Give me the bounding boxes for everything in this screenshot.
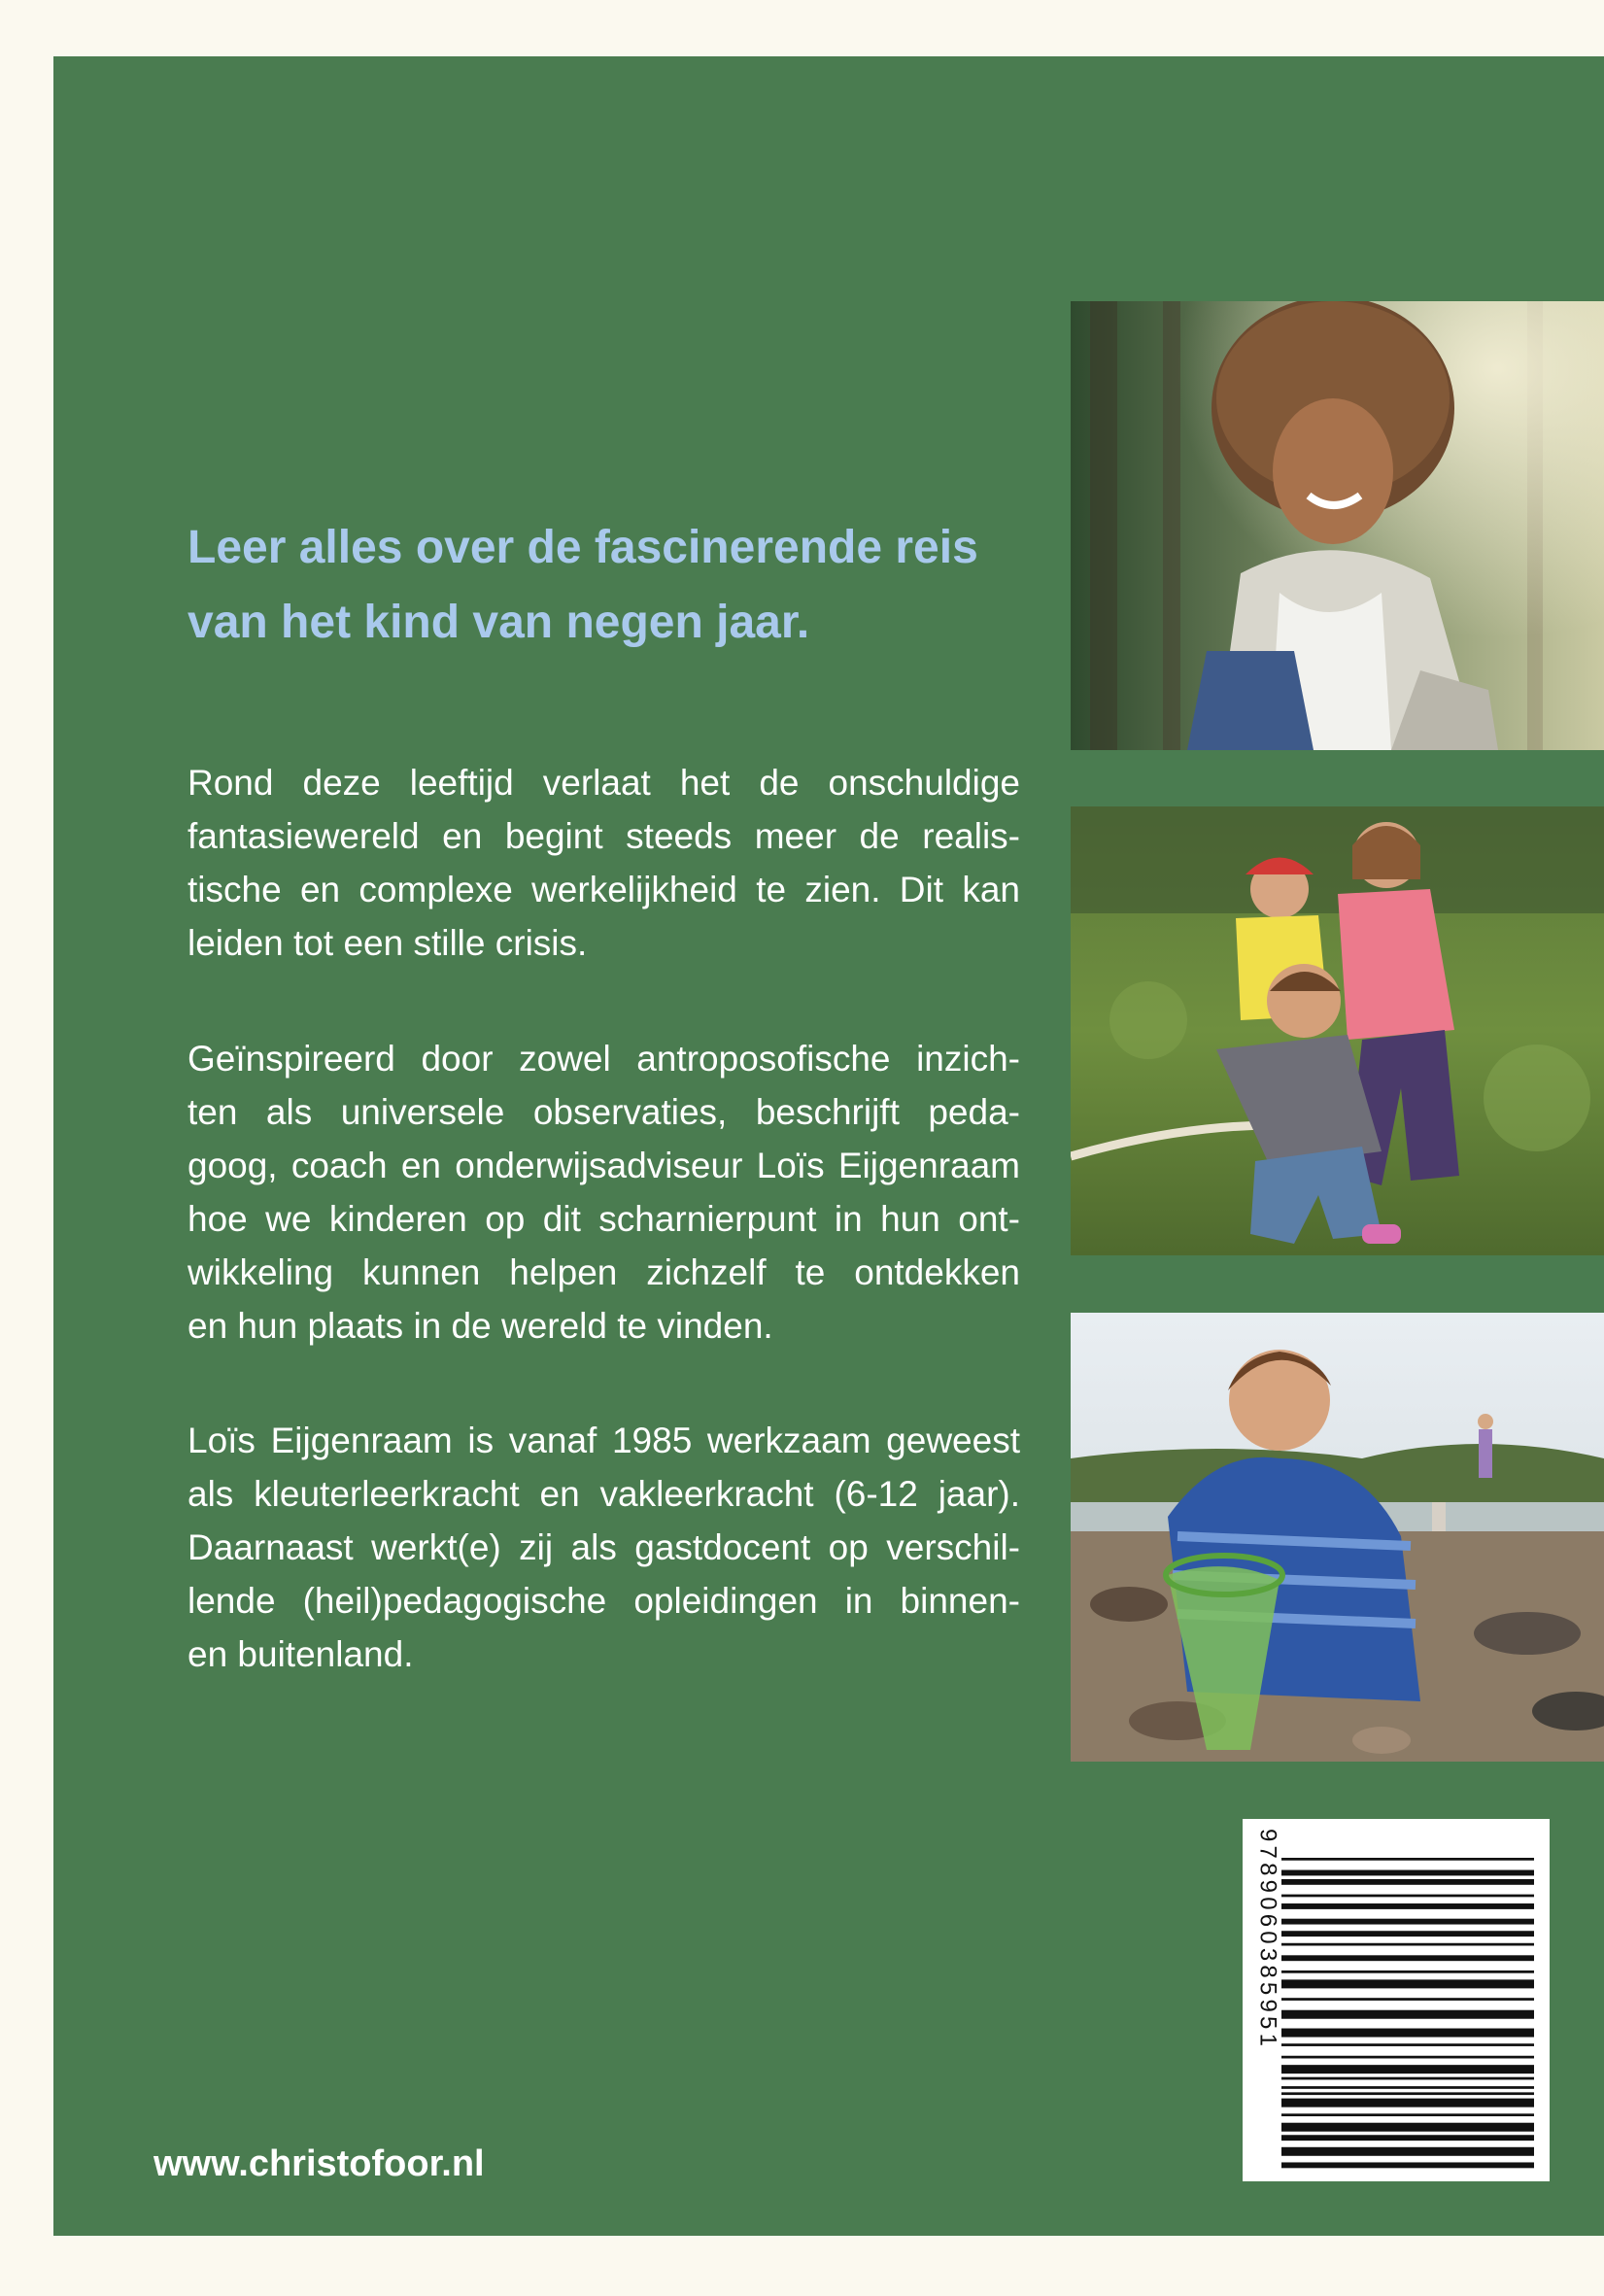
text-line: fantasiewereld en begint steeds meer de realis- bbox=[188, 816, 1020, 856]
barcode-bar bbox=[1281, 1943, 1534, 1946]
photo-children-tug-of-war bbox=[1071, 806, 1604, 1255]
text-line: goog, coach en onderwijsadviseur Loïs Eijgenraam bbox=[188, 1146, 1020, 1185]
barcode-bar bbox=[1281, 2099, 1534, 2108]
barcode-bar bbox=[1281, 2123, 1534, 2132]
barcode-bar bbox=[1281, 1979, 1534, 1988]
barcode-bar bbox=[1281, 1903, 1534, 1909]
barcode-digits bbox=[1252, 1829, 1281, 2175]
intro-paragraph bbox=[188, 756, 1020, 970]
barcode-bar bbox=[1281, 2077, 1534, 2080]
barcode-bar bbox=[1281, 1879, 1534, 1885]
text-line: leiden tot een stille crisis. bbox=[188, 923, 588, 963]
barcode-bar bbox=[1281, 2135, 1534, 2141]
headline bbox=[188, 510, 1081, 660]
barcode-bar bbox=[1281, 2162, 1534, 2168]
barcode-bar bbox=[1281, 1931, 1534, 1936]
text-line: tische en complexe werkelijkheid te zien. Dit kan bbox=[188, 870, 1020, 909]
text-line: Rond deze leeftijd verlaat het de onschuldige bbox=[188, 763, 1020, 803]
barcode-bar bbox=[1281, 1970, 1534, 1973]
headline-line: Leer alles over de fascinerende reis bbox=[188, 522, 978, 573]
barcode-bar bbox=[1281, 2029, 1534, 2038]
isbn-barcode bbox=[1243, 1819, 1550, 2181]
text-line: en hun plaats in de wereld te vinden. bbox=[188, 1306, 773, 1346]
photo-child-forest bbox=[1071, 301, 1604, 750]
text-line: Daarnaast werkt(e) zij als gastdocent op verschil- bbox=[188, 1527, 1020, 1567]
barcode-bar bbox=[1281, 2147, 1534, 2156]
text-line: ten als universele observaties, beschrijft peda- bbox=[188, 1092, 1020, 1132]
text-line: Loïs Eijgenraam is vanaf 1985 werkzaam geweest bbox=[188, 1421, 1020, 1460]
text-line: lende (heil)pedagogische opleidingen in binnen- bbox=[188, 1581, 1020, 1621]
text-line: wikkeling kunnen helpen zichzelf te ontdekken bbox=[188, 1252, 1020, 1292]
barcode-bar bbox=[1281, 1895, 1534, 1898]
svg-text:9789060385951: 9789060385951 bbox=[1254, 1829, 1281, 2051]
barcode-bar bbox=[1281, 2010, 1534, 2019]
author-bio-paragraph bbox=[188, 1414, 1020, 1681]
barcode-bar bbox=[1281, 2043, 1534, 2046]
barcode-bar bbox=[1281, 2065, 1534, 2073]
headline-line: van het kind van negen jaar. bbox=[188, 597, 810, 648]
text-line: en buitenland. bbox=[188, 1634, 414, 1674]
barcode-bar bbox=[1281, 2056, 1534, 2059]
photo-boy-beach-net bbox=[1071, 1313, 1604, 1762]
barcode-bar bbox=[1281, 1955, 1534, 1961]
text-line: hoe we kinderen op dit scharnierpunt in hun ont- bbox=[188, 1199, 1020, 1239]
description-paragraph bbox=[188, 1032, 1020, 1353]
barcode-bar bbox=[1281, 1998, 1534, 2001]
barcode-bar bbox=[1281, 2092, 1534, 2095]
publisher-website[interactable]: www.christofoor.nl bbox=[154, 2143, 485, 2184]
text-line: als kleuterleerkracht en vakleerkracht (6-12 jaar). bbox=[188, 1474, 1020, 1514]
barcode-bar bbox=[1281, 1870, 1534, 1876]
barcode-bar bbox=[1281, 2086, 1534, 2089]
barcode-bar bbox=[1281, 1919, 1534, 1925]
barcode-bars bbox=[1281, 1858, 1544, 2175]
barcode-bar bbox=[1281, 2113, 1534, 2116]
barcode-bar bbox=[1281, 1858, 1534, 1861]
text-line: Geïnspireerd door zowel antroposofische inzich- bbox=[188, 1039, 1020, 1079]
